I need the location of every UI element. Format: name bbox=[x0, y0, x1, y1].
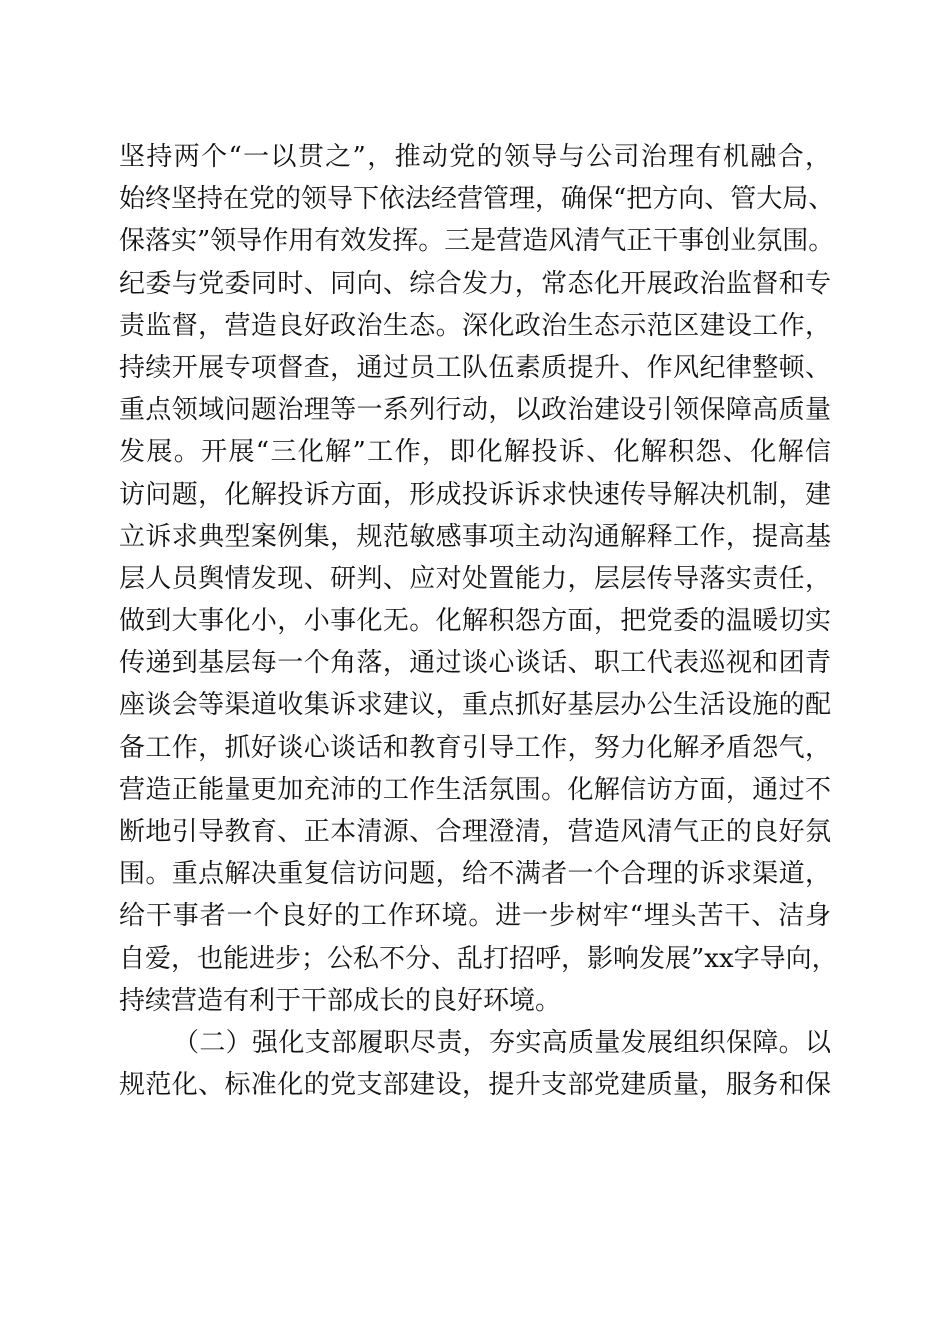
text-line: 断地引导教育、正本清源、合理澄清，营造风清气正的良好氛 bbox=[119, 817, 831, 847]
text-line: 座谈会等渠道收集诉求建议，重点抓好基层办公生活设施的配 bbox=[119, 690, 831, 721]
text-line: 责监督，营造良好政治生态。深化政治生态示范区建设工作， bbox=[119, 310, 831, 341]
text-line: 层人员舆情发现、研判、应对处置能力，层层传导落实责任， bbox=[119, 563, 831, 594]
text-line: 规范化、标准化的党支部建设，提升支部党建质量，服务和保 bbox=[119, 1070, 831, 1101]
text-line: 备工作，抓好谈心谈话和教育引导工作，努力化解矛盾怨气， bbox=[119, 732, 831, 763]
text-line: 始终坚持在党的领导下依法经营管理，确保“把方向、管大局、 bbox=[119, 184, 835, 215]
text-line: 坚持两个“一以贯之”，推动党的领导与公司治理有机融合， bbox=[119, 142, 831, 172]
paragraph-1 bbox=[119, 136, 838, 1022]
text-line: 立诉求典型案例集，规范敏感事项主动沟通解释工作，提高基 bbox=[119, 521, 831, 552]
body-text bbox=[119, 136, 838, 1106]
text-line: 访问题，化解投诉方面，形成投诉诉求快速传导解决机制，建 bbox=[119, 479, 831, 510]
text-line: 保落实”领导作用有效发挥。三是营造风清气正干事创业氛围。 bbox=[119, 226, 835, 257]
text-line: 持续开展专项督查，通过员工队伍素质提升、作风纪律整顿、 bbox=[119, 352, 831, 383]
text-line: 做到大事化小，小事化无。化解积怨方面，把党委的温暖切实 bbox=[119, 606, 831, 637]
text-line: 给干事者一个良好的工作环境。进一步树牢“埋头苦干、洁身 bbox=[119, 901, 831, 932]
text-line: 重点领域问题治理等一系列行动，以政治建设引领保障高质量 bbox=[119, 395, 831, 426]
text-line: 纪委与党委同时、同向、综合发力，常态化开展政治监督和专 bbox=[119, 268, 831, 299]
text-line: 营造正能量更加充沛的工作生活氛围。化解信访方面，通过不 bbox=[119, 774, 831, 805]
text-line: 围。重点解决重复信访问题，给不满者一个合理的诉求渠道， bbox=[119, 859, 831, 890]
section-heading-line: （二）强化支部履职尽责，夯实高质量发展组织保障。以 bbox=[173, 1027, 831, 1058]
text-line: 自爱，也能进步；公私不分、乱打招呼，影响发展”xx字导向， bbox=[119, 943, 838, 974]
paragraph-2 bbox=[119, 1022, 831, 1106]
text-line: 发展。开展“三化解”工作，即化解投诉、化解积怨、化解信 bbox=[119, 437, 831, 468]
text-line: 传递到基层每一个角落，通过谈心谈话、职工代表巡视和团青 bbox=[119, 648, 831, 679]
text-line: 持续营造有利于干部成长的良好环境。 bbox=[119, 985, 562, 1016]
